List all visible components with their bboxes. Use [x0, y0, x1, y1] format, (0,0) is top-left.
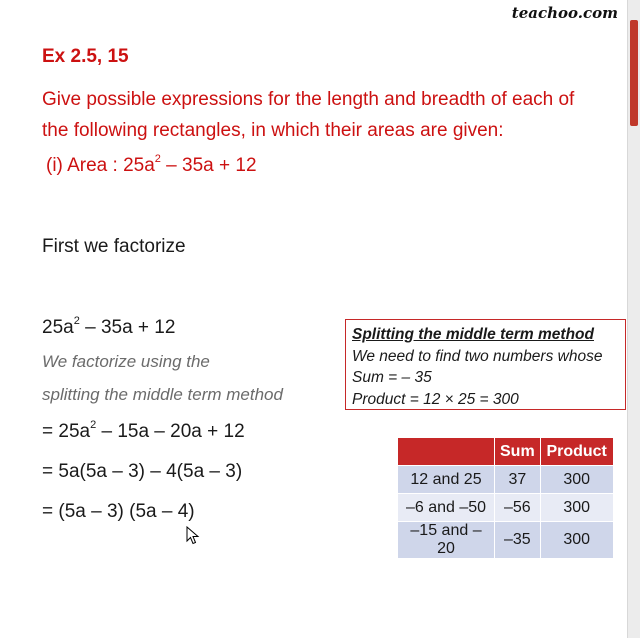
- cell-sum: –35: [495, 522, 541, 559]
- note-title: Splitting the middle term method: [352, 326, 594, 343]
- teachoo-logo: teachoo.com: [511, 4, 618, 22]
- number-pairs-table: [397, 437, 614, 559]
- cell-product: 300: [540, 466, 613, 494]
- header-pair: [398, 438, 495, 466]
- intro-text: First we factorize: [42, 236, 186, 257]
- question-part-i: [46, 155, 257, 177]
- part-rest: – 35a + 12: [160, 155, 257, 176]
- exercise-title: Ex 2.5, 15: [42, 46, 129, 67]
- cell-product: 300: [540, 522, 613, 559]
- note-line-1: We need to find two numbers whose: [352, 347, 603, 365]
- cell-product: 300: [540, 494, 613, 522]
- expression-rest: – 35a + 12: [79, 317, 176, 338]
- header-product: Product: [540, 438, 613, 466]
- table-header-row: [398, 438, 614, 466]
- step-1-rest: – 15a – 20a + 12: [96, 421, 245, 442]
- splitting-method-note: [345, 319, 626, 410]
- method-note-line-2: splitting the middle term method: [42, 385, 283, 404]
- note-line-3: Product = 12 × 25 = 300: [352, 390, 519, 408]
- step-2: = 5a(5a – 3) – 4(5a – 3): [42, 461, 243, 482]
- step-1-exponent: 2: [90, 419, 97, 431]
- scrollbar-thumb[interactable]: [630, 20, 638, 126]
- cell-sum: –56: [495, 494, 541, 522]
- expression-base: 25a: [42, 317, 74, 338]
- table-row: [398, 494, 614, 522]
- note-line-2: Sum = – 35: [352, 369, 432, 386]
- expression-exponent: 2: [73, 315, 80, 327]
- cell-pair: –6 and –50: [398, 494, 495, 522]
- part-exponent: 2: [154, 153, 161, 165]
- vertical-scrollbar[interactable]: [627, 0, 640, 638]
- cell-sum: 37: [495, 466, 541, 494]
- mouse-cursor-icon: [186, 526, 200, 546]
- table-row: [398, 466, 614, 494]
- cell-pair: –15 and –20: [398, 522, 495, 559]
- table-row: [398, 522, 614, 559]
- method-note-line-1: We factorize using the: [42, 352, 210, 371]
- header-sum: Sum: [495, 438, 541, 466]
- step-3: = (5a – 3) (5a – 4): [42, 501, 195, 522]
- part-label: (i) Area : 25a: [46, 155, 155, 176]
- step-1-base: = 25a: [42, 421, 91, 442]
- question-text: Give possible expressions for the length and breadth of each of the following rectangles, in which their areas are given:: [42, 89, 575, 141]
- step-1: [42, 421, 245, 443]
- expression: [42, 317, 175, 339]
- cell-pair: 12 and 25: [398, 466, 495, 494]
